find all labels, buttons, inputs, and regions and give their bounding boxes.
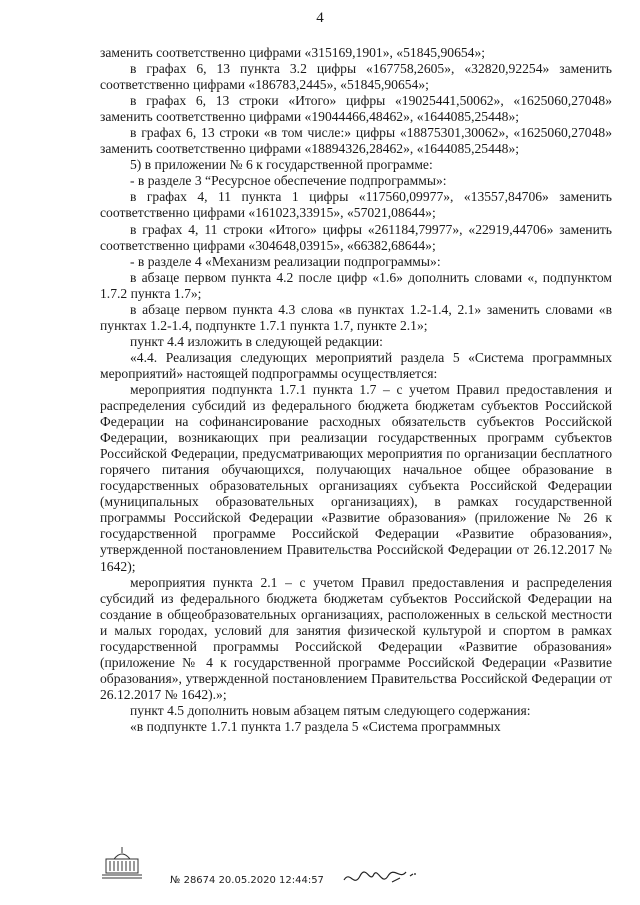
paragraph: в графах 4, 11 строки «Итого» цифры «261184,79977», «22919,44706» заменить соответственно цифрами «304648,03915», «66382,68644»;	[100, 221, 612, 253]
paragraph: 5) в приложении № 6 к государственной программе:	[130, 157, 433, 173]
paragraph: заменить соответственно цифрами «315169,1901», «51845,90654»;	[100, 45, 486, 60]
page-number: 4	[316, 10, 324, 26]
document-body	[100, 45, 612, 735]
paragraph: в графах 6, 13 пункта 3.2 цифры «167758,2605», «32820,92254» заменить соответственно цифрами «186783,2445», «51845,90654»;	[100, 61, 612, 93]
paragraph: пункт 4.5 дополнить новым абзацем пятым следующего содержания:	[130, 702, 531, 718]
paragraph: «4.4. Реализация следующих мероприятий раздела 5 «Система программных мероприятий» настоящей подпрограммы осуществляется:	[100, 349, 612, 381]
paragraph: в графах 4, 11 пункта 1 цифры «117560,09977», «13557,84706» заменить соответственно цифрами «161023,33915», «57021,08644»;	[100, 189, 612, 221]
paragraph: в графах 6, 13 строки «в том числе:» цифры «18875301,30062», «1625060,27048» заменить соответственно цифрами «18894326,28462», «1644085,25448»;	[100, 125, 612, 157]
document-stamp: № 28674 20.05.2020 12:44:57	[170, 875, 324, 886]
paragraph: в графах 6, 13 строки «Итого» цифры «19025441,50062», «1625060,27048» заменить соответственно цифрами «19044466,48462», «1644085,25448»;	[100, 93, 612, 125]
paragraph: - в разделе 4 «Механизм реализации подпрограммы»:	[130, 253, 441, 269]
paragraph: пункт 4.4 изложить в следующей редакции:	[130, 333, 383, 349]
paragraph: - в разделе 3 “Ресурсное обеспечение подпрограммы»:	[130, 173, 447, 189]
paragraph: в абзаце первом пункта 4.2 после цифр «1.6» дополнить словами «, подпунктом 1.7.2 пункта 1.7»;	[100, 269, 612, 301]
paragraph: мероприятия подпункта 1.7.1 пункта 1.7 – с учетом Правил предоставления и распределения субсидий из федерального бюджета бюджетам субъектов Российской Федерации на софинансирование расходных обязательств субъектов Российской Федерации, возникающих при реализации государственных программ субъектов Российской Федерации, предусматривающих мероприятия по организации бесплатного горячего питания обучающихся, получающих начальное общее образование в государственных образовательных организациях субъекта Российской Федерации (муниципальных образовательных организациях), в рамках государственной программы Российской Федерации «Развитие образования» (приложение № 26 к государственной программе Российской Федерации «Развитие образования», утвержденной постановлением Правительства Российской Федерации от 26.12.2017 № 1642);	[100, 381, 612, 574]
building-emblem-icon	[100, 843, 144, 885]
paragraph: мероприятия пункта 2.1 – с учетом Правил предоставления и распределения субсидий из федерального бюджета бюджетам субъектов Российской Федерации на создание в общеобразовательных организациях, расположенных в сельской местности и малых городах, условий для занятия физической культурой и спортом в рамках государственной программы Российской Федерации «Развитие образования» (приложение № 4 к государственной программе Российской Федерации «Развитие образования», утвержденной постановлением Правительства Российской Федерации от 26.12.2017 № 1642).»;	[100, 574, 612, 702]
paragraph: «в подпункте 1.7.1 пункта 1.7 раздела 5 «Система программных	[130, 718, 501, 734]
handwritten-signature	[340, 862, 420, 892]
paragraph: в абзаце первом пункта 4.3 слова «в пунктах 1.2-1.4, 2.1» заменить словами «в пунктах 1.2-1.4, подпункте 1.7.1 пункта 1.7, пункте 2.1»;	[100, 301, 612, 333]
